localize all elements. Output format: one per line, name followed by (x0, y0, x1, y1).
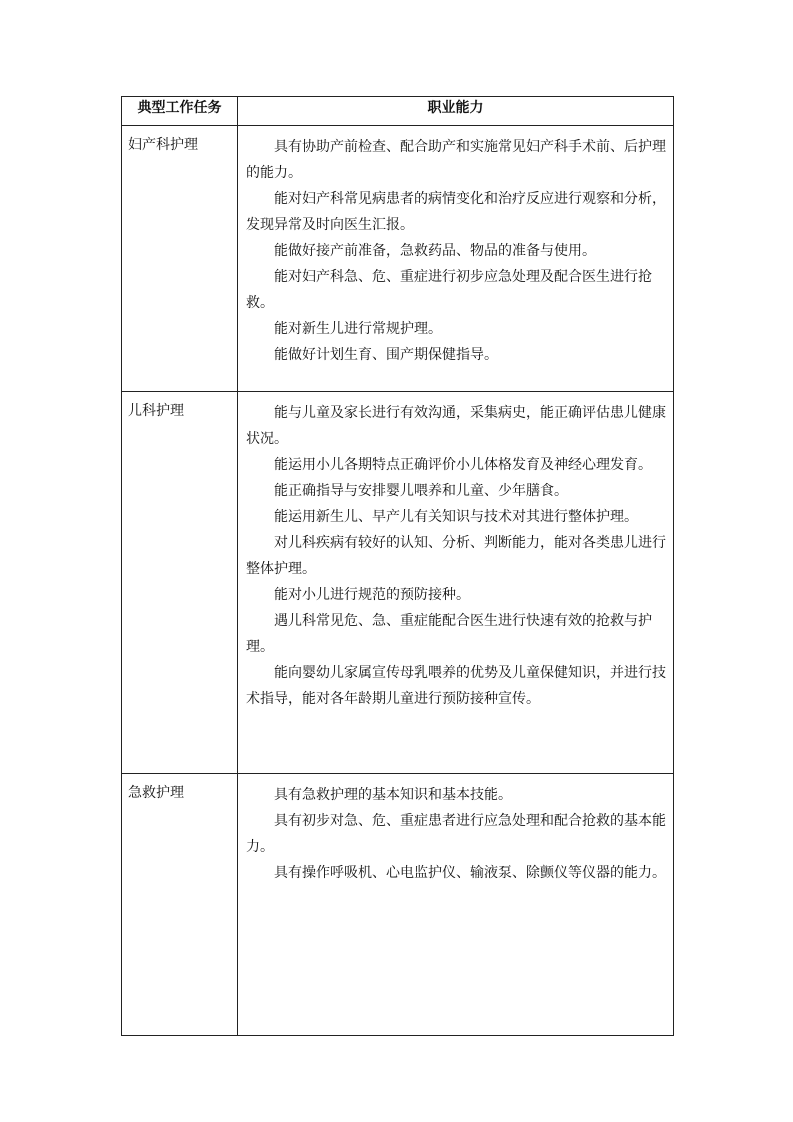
table-row (122, 774, 674, 1036)
table-header-row (122, 97, 674, 126)
ability-item: 具有操作呼吸机、心电监护仪、输液泵、除颤仪等仪器的能力。 (274, 865, 666, 881)
ability-item: 能对妇产科常见病患者的病情变化和治疗反应进行观察和分析，发现异常及时向医生汇报。 (246, 191, 666, 233)
ability-item: 能运用小儿各期特点正确评价小儿体格发育及神经心理发育。 (274, 457, 652, 473)
ability-cell (238, 774, 674, 1036)
ability-item: 能向婴幼儿家属宣传母乳喂养的优势及儿童保健知识，并进行技术指导，能对各年龄期儿童进行预防接种宣传。 (246, 665, 666, 707)
competency-table (121, 96, 674, 1036)
ability-item: 能与儿童及家长进行有效沟通，采集病史，能正确评估患儿健康状况。 (246, 405, 666, 447)
table-row (122, 392, 674, 774)
ability-item: 能做好计划生育、围产期保健指导。 (274, 347, 498, 363)
task-cell: 急救护理 (122, 774, 238, 1036)
header-ability: 职业能力 (238, 97, 674, 126)
ability-item: 能对小儿进行规范的预防接种。 (274, 587, 470, 603)
ability-cell (238, 392, 674, 774)
ability-item: 能运用新生儿、早产儿有关知识与技术对其进行整体护理。 (274, 509, 638, 525)
ability-item: 对儿科疾病有较好的认知、分析、判断能力，能对各类患儿进行整体护理。 (246, 535, 666, 577)
ability-item: 具有急救护理的基本知识和基本技能。 (274, 787, 512, 803)
task-cell: 儿科护理 (122, 392, 238, 774)
table-row (122, 126, 674, 392)
ability-item: 遇儿科常见危、急、重症能配合医生进行快速有效的抢救与护理。 (246, 613, 652, 655)
ability-item: 能做好接产前准备，急救药品、物品的准备与使用。 (274, 243, 596, 259)
ability-item: 具有初步对急、危、重症患者进行应急处理和配合抢救的基本能力。 (246, 813, 666, 855)
ability-item: 能正确指导与安排婴儿喂养和儿童、少年膳食。 (274, 483, 568, 499)
header-task: 典型工作任务 (122, 97, 238, 126)
ability-item: 能对妇产科急、危、重症进行初步应急处理及配合医生进行抢救。 (246, 269, 652, 311)
ability-item: 具有协助产前检查、配合助产和实施常见妇产科手术前、后护理的能力。 (246, 139, 666, 181)
ability-item: 能对新生儿进行常规护理。 (274, 321, 442, 337)
ability-cell (238, 126, 674, 392)
task-cell: 妇产科护理 (122, 126, 238, 392)
